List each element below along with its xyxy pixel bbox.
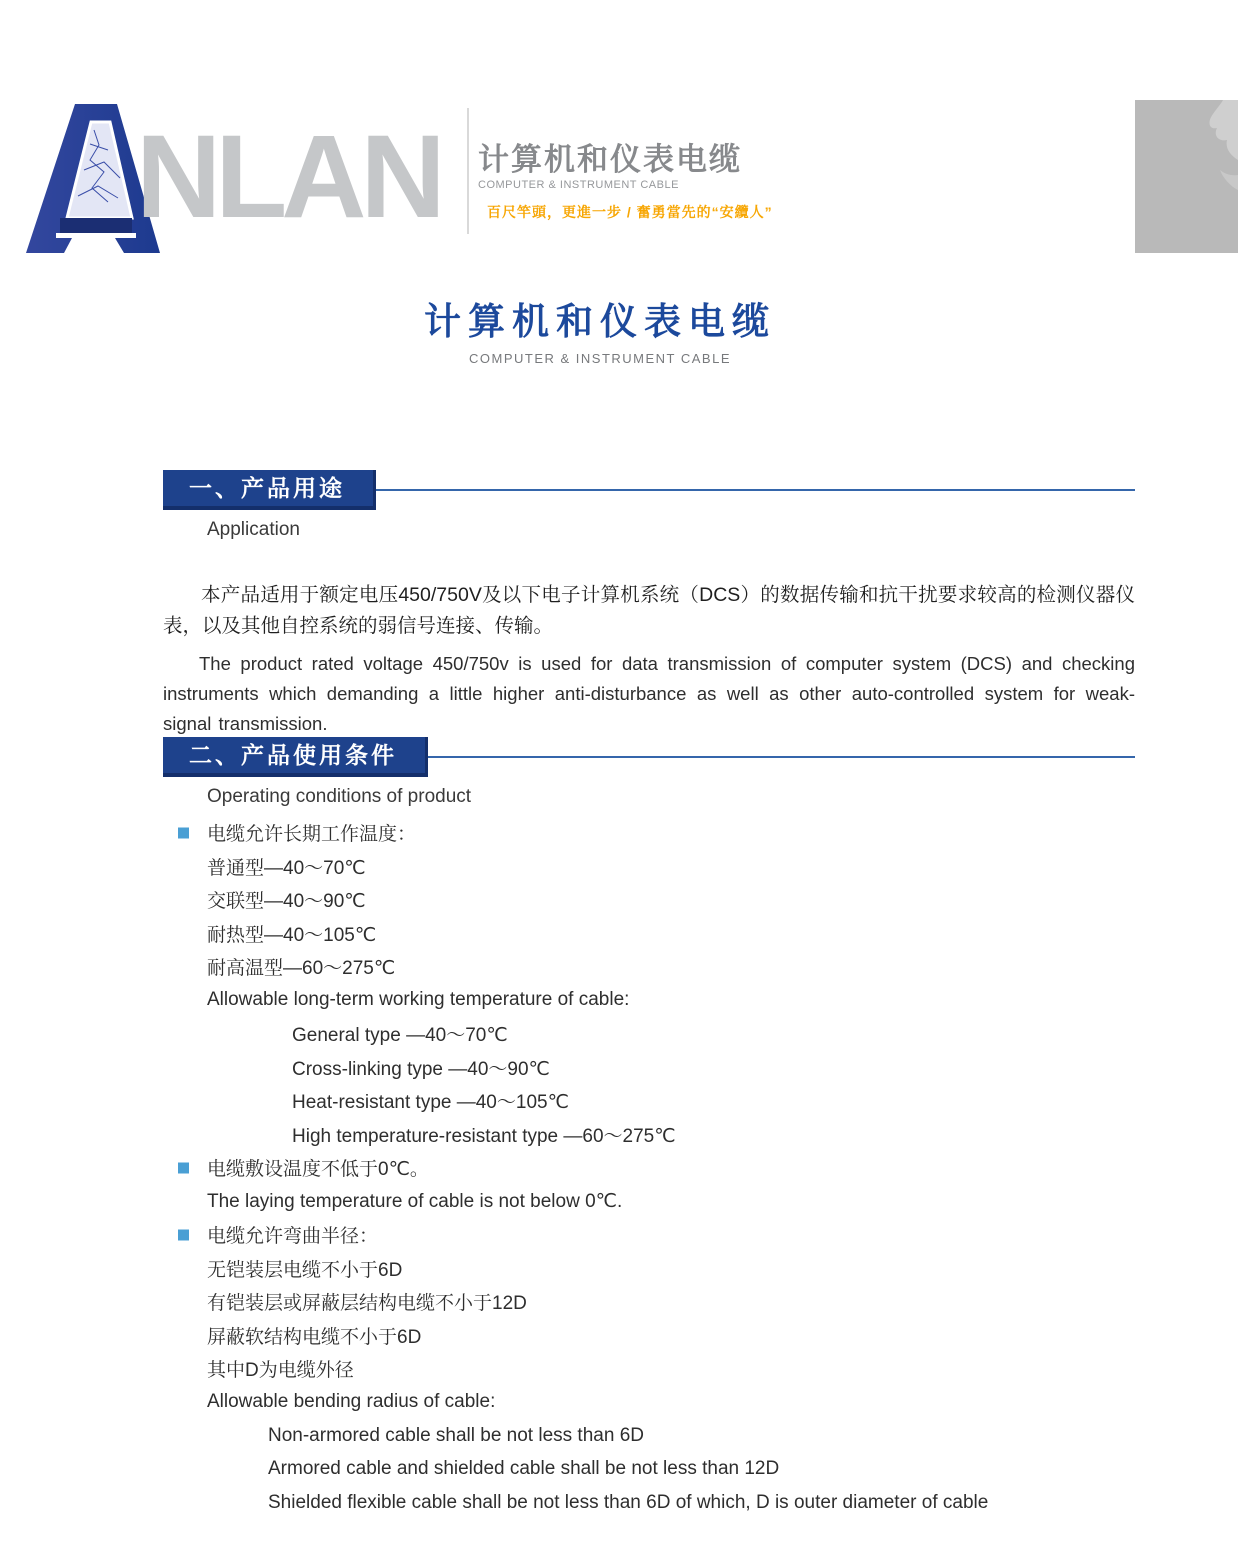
conditions-list [163,816,1135,1520]
list-item-text: 电缆敷设温度不低于0℃。 [207,1159,429,1181]
section1-header [163,470,1135,510]
list-item [163,1352,1135,1386]
list-item [163,917,1135,951]
brand-divider [467,108,469,234]
list-item-text: 耐高温型—60～275℃ [207,958,396,980]
list-item [163,1118,1135,1152]
section2-heading: 二、产品使用条件 [163,737,428,777]
brand-header [0,100,1238,253]
page-title-cn: 计算机和仪表电缆 [424,301,776,342]
list-item [163,984,1135,1018]
list-item [163,883,1135,917]
list-item [163,1285,1135,1319]
section2-header [163,737,1135,777]
list-item-text: 其中D为电缆外径 [207,1360,354,1382]
list-item [163,1051,1135,1085]
brand-product-title-cn: 计算机和仪表电缆 [478,142,742,177]
section2-subheading: Operating conditions of product [207,786,472,807]
brand-slogan: 百尺竿頭，更進一步 / 奮勇當先的“安纜人” [487,203,773,220]
square-bullet-icon [178,1229,189,1240]
square-bullet-icon [178,1162,189,1173]
section1-subheading: Application [207,519,300,540]
list-item [163,1386,1135,1420]
section1-rule [376,489,1135,491]
doc-title-block [0,300,1200,366]
list-item-text: Heat-resistant type —40～105℃ [292,1092,569,1114]
list-item [163,1419,1135,1453]
list-item-text: Allowable bending radius of cable: [207,1391,496,1413]
list-item-text: Cross-linking type —40～90℃ [292,1058,550,1080]
list-item-text: 有铠装层或屏蔽层结构电缆不小于12D [207,1293,527,1315]
brand-text [478,142,1038,222]
square-bullet-icon [178,827,189,838]
section2-rule [428,756,1135,758]
list-item-text: 电缆允许长期工作温度： [207,824,417,846]
section1-paragraph-cn: 本产品适用于额定电压450/750V及以下电子计算机系统（DCS）的数据传输和抗干扰要求较高的检测仪器仪表，以及其他自控系统的弱信号连接、传输。 [163,583,1135,637]
list-item-text: The laying temperature of cable is not below 0℃. [207,1190,623,1212]
list-item-text: Shielded flexible cable shall be not less than 6D of which, D is outer diameter of cable [268,1491,989,1513]
leaf-icon [1135,100,1238,253]
list-item [163,1218,1135,1252]
list-item [163,850,1135,884]
list-item-text: Allowable long-term working temperature of cable: [207,989,630,1011]
list-item-text: 无铠装层电缆不小于6D [207,1259,403,1281]
list-item-text: 普通型—40～70℃ [207,857,366,879]
list-item [163,1084,1135,1118]
list-item [163,1017,1135,1051]
section1-paragraph-en: The product rated voltage 450/750v is used for data transmission of computer system (DCS) and checking instruments which demanding a little higher anti-disturbance as well as other auto-controlled system for weak-signal transmission. [163,652,1135,734]
list-item-text: 交联型—40～90℃ [207,891,366,913]
list-item [163,950,1135,984]
section1-heading: 一、产品用途 [163,470,376,510]
page-title-en: COMPUTER & INSTRUMENT CABLE [468,351,731,367]
logo-wordmark: NLAN [136,111,440,243]
list-item [163,1185,1135,1219]
list-item-text: Non-armored cable shall be not less than 6D [268,1424,644,1446]
brand-product-title-en: COMPUTER & INSTRUMENT CABLE [478,178,679,191]
list-item [163,816,1135,850]
list-item [163,1319,1135,1353]
list-item [163,1252,1135,1286]
list-item-text: General type —40～70℃ [292,1025,508,1047]
list-item [163,1453,1135,1487]
list-item [163,1486,1135,1520]
list-item-text: High temperature-resistant type —60～275℃ [292,1125,676,1147]
list-item-text: 屏蔽软结构电缆不小于6D [207,1326,422,1348]
list-item-text: Armored cable and shielded cable shall be not less than 12D [268,1458,780,1480]
corner-photo-placeholder [1135,100,1238,253]
list-item-text: 电缆允许弯曲半径： [207,1226,379,1248]
list-item-text: 耐热型—40～105℃ [207,924,377,946]
list-item [163,1151,1135,1185]
